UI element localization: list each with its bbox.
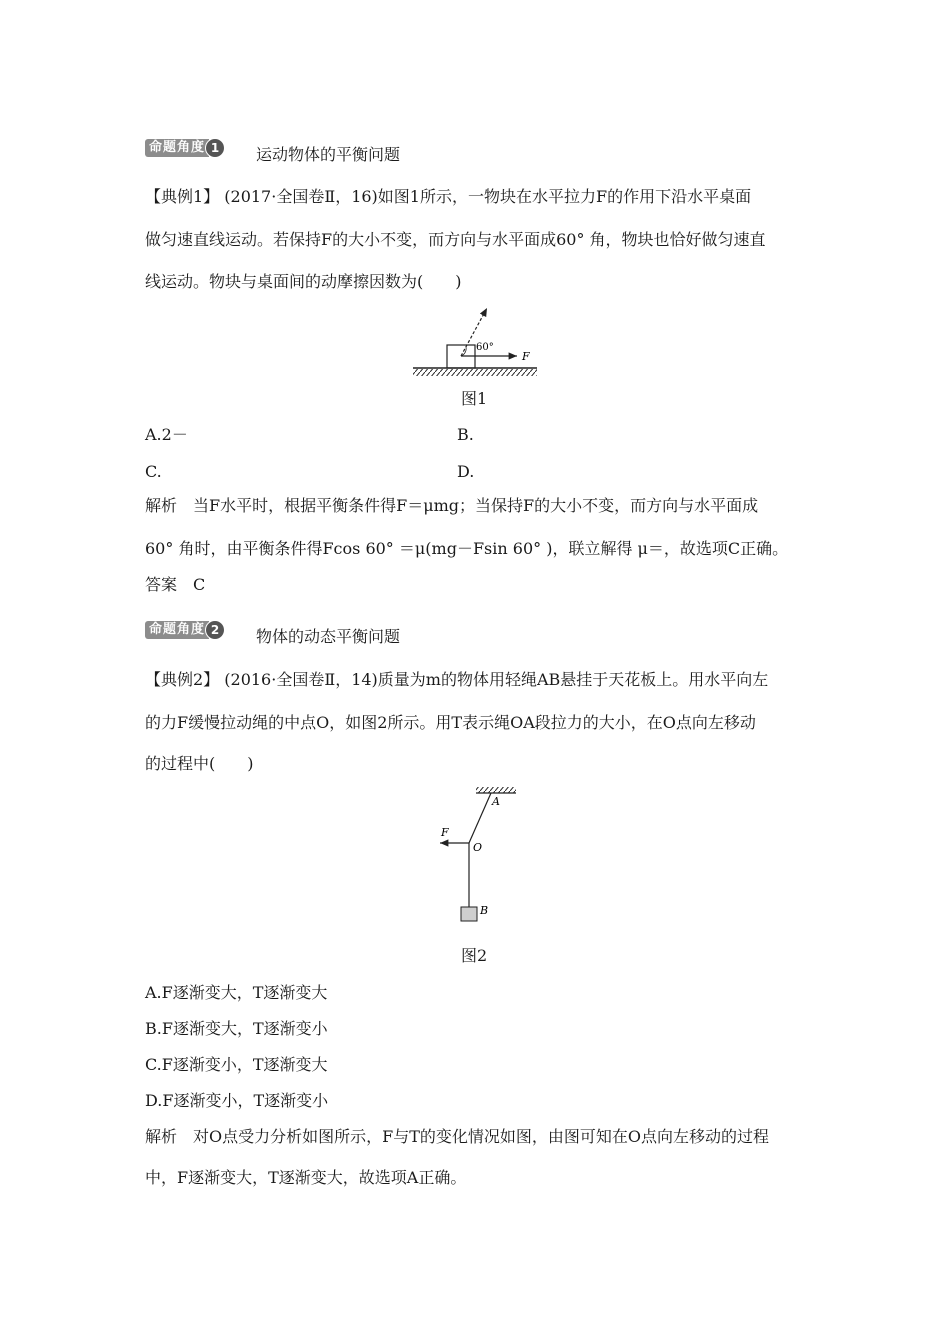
option2-c: C.F逐渐变小，T逐渐变大 [145, 1055, 328, 1074]
section-title-2: 物体的动态平衡问题 [256, 627, 401, 646]
section-title-1: 运动物体的平衡问题 [256, 145, 401, 164]
option2-b: B.F逐渐变大，T逐渐变小 [145, 1019, 328, 1038]
example2-line-1: 【典例2】 (2016·全国卷Ⅱ，14)质量为m的物体用轻绳AB悬挂于天花板上。用水平向左 [145, 670, 769, 689]
figure-1-caption: 图1 [461, 389, 488, 408]
solution1-line-1: 解析 当F水平时，根据平衡条件得F＝μmg；当保持F的大小不变，而方向与水平面成 [145, 496, 759, 515]
force-label: F [522, 350, 530, 363]
badge-number: 1 [205, 138, 225, 158]
figure-2-caption: 图2 [461, 946, 488, 965]
label-a: A [492, 795, 500, 808]
option2-a: A.F逐渐变大，T逐渐变大 [145, 983, 328, 1002]
solution1-line-2: 60° 角时，由平衡条件得Fcos 60° ＝μ(mg－Fsin 60° )，联立解得 μ＝，故选项C正确。 [145, 539, 789, 558]
example1-line-3: 线运动。物块与桌面间的动摩擦因数为( ) [145, 272, 462, 291]
ground-hatch [413, 369, 537, 376]
solution2-line-1: 解析 对O点受力分析如图所示，F与T的变化情况如图，由图可知在O点向左移动的过程 [145, 1127, 770, 1146]
label-f: F [441, 826, 449, 839]
figure-2-diagram [430, 785, 540, 925]
topic-badge-1 [145, 139, 225, 157]
example2-line-3: 的过程中( ) [145, 754, 254, 773]
option2-d: D.F逐渐变小，T逐渐变小 [145, 1091, 329, 1110]
option-a: A.2－ [145, 425, 188, 444]
badge-tag: 命题角度 [145, 621, 209, 639]
ceiling-hatch [476, 787, 516, 793]
rope-oa [469, 793, 491, 843]
angle-label: 60° [476, 342, 494, 353]
badge-tag: 命题角度 [145, 139, 209, 157]
example1-line-2: 做匀速直线运动。若保持F的大小不变，而方向与水平面成60° 角，物块也恰好做匀速直 [145, 230, 766, 249]
figure-1-diagram [405, 300, 545, 382]
hanging-mass [461, 907, 477, 921]
option-d: D. [457, 462, 475, 481]
option-b: B. [457, 425, 474, 444]
topic-badge-2 [145, 621, 225, 639]
badge-number: 2 [205, 620, 225, 640]
example1-line-1: 【典例1】 (2017·全国卷Ⅱ，16)如图1所示，一物块在水平拉力F的作用下沿水平桌面 [145, 187, 752, 206]
answer-1: 答案 C [145, 575, 206, 594]
label-b: B [480, 904, 489, 917]
label-o: O [473, 841, 483, 854]
solution2-line-2: 中，F逐渐变大，T逐渐变大，故选项A正确。 [145, 1168, 467, 1187]
example2-line-2: 的力F缓慢拉动绳的中点O，如图2所示。用T表示绳OA段拉力的大小，在O点向左移动 [145, 713, 756, 732]
option-c: C. [145, 462, 162, 481]
